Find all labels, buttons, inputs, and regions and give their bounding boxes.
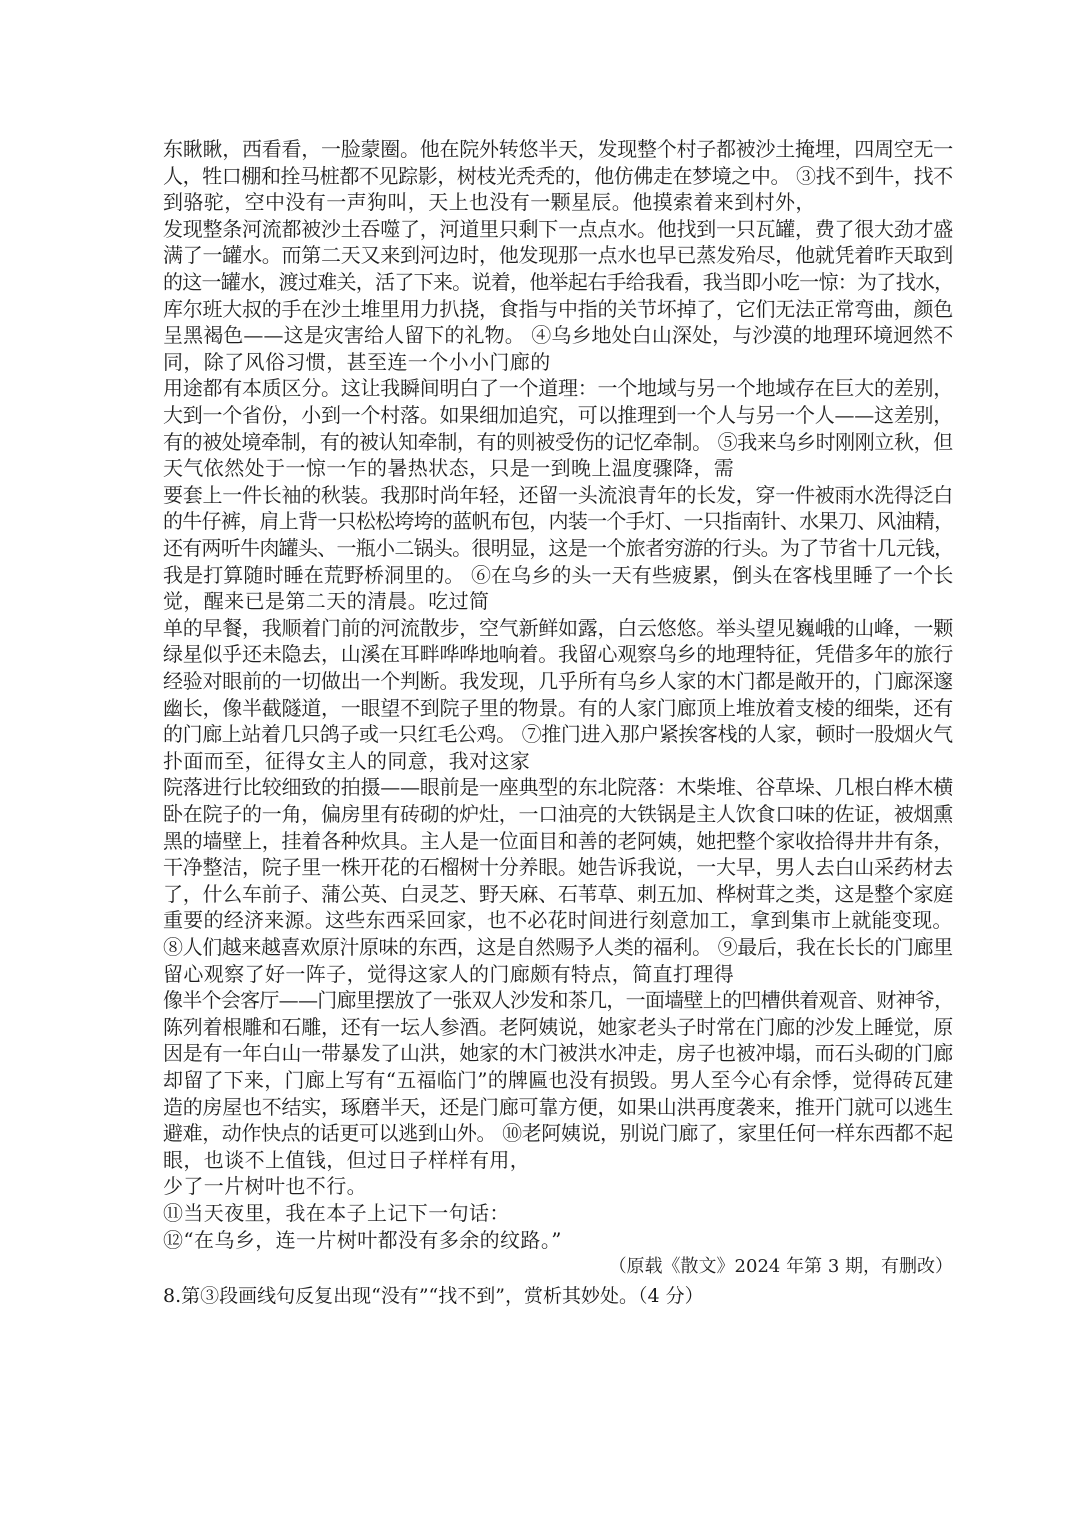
passage-line: 单的早餐，我顺着门前的河流散步，空气新鲜如露，白云悠悠。举头望见巍峨的山峰，一颗 <box>163 615 953 640</box>
passage-line: 重要的经济来源。这些东西采回家，也不必花时间进行刻意加工，拿到集市上就能变现。 <box>163 908 953 933</box>
passage-line: 用途都有本质区分。这让我瞬间明白了一个道理：一个地域与另一个地域存在巨大的差别， <box>163 376 953 401</box>
passage-line: 因是有一年白山一带暴发了山洪，她家的木门被洪水冲走，房子也被冲塌，而石头砌的门廊 <box>163 1041 953 1066</box>
passage-line: 院落进行比较细致的拍摄——眼前是一座典型的东北院落：木柴堆、谷草垛、几根白桦木横 <box>163 775 953 800</box>
passage-line: 干净整洁，院子里一株开花的石榴树十分养眼。她告诉我说，一大早，男人去白山采药材去 <box>163 855 953 880</box>
passage-line: 幽长，像半截隧道，一眼望不到院子里的物景。有的人家门廊顶上堆放着支棱的细柴，还有 <box>163 695 953 720</box>
passage-line: ⑫“在乌乡，连一片树叶都没有多余的纹路。” <box>163 1227 562 1252</box>
passage-line: 人，牲口棚和拴马桩都不见踪影，树枝光秃秃的，他仿佛走在梦境之中。 ③找不到牛，找不 <box>163 163 953 188</box>
passage-line: 东瞅瞅，西看看，一脸蒙圈。他在院外转悠半天，发现整个村子都被沙土掩埋，四周空无一 <box>163 137 953 161</box>
passage-line: 同，除了风俗习惯，甚至连一个小小门廊的 <box>163 349 551 374</box>
passage-line: 库尔班大叔的手在沙土堆里用力扒挠，食指与中指的关节坏掉了，它们无法正常弯曲，颜色 <box>163 296 953 321</box>
passage-line: 到骆驼，空中没有一声狗叫，天上也没有一颗星辰。他摸索着来到村外， <box>163 190 816 215</box>
passage-line: 经验对眼前的一切做出一个判断。我发现，几乎所有乌乡人家的木门都是敞开的，门廊深邃 <box>163 669 953 693</box>
passage-line: 呈黑褐色——这是灾害给人留下的礼物。 ④乌乡地处白山深处，与沙漠的地理环境迥然不 <box>163 323 954 348</box>
passage-line: ⑧人们越来越喜欢原汁原味的东西，这是自然赐予人类的福利。 ⑨最后，我在长长的门廊里 <box>163 935 953 959</box>
passage-line: 大到一个省份，小到一个村落。如果细加追究，可以推理到一个人与另一个人——这差别， <box>163 403 953 427</box>
passage-line: 绿星似乎还未隐去，山溪在耳畔哗哗地响着。我留心观察乌乡的地理特征，凭借多年的旅行 <box>163 642 953 667</box>
question-8: 8.第③段画线句反复出现“没有”“找不到”，赏析其妙处。（4 分） <box>163 1285 704 1308</box>
passage-line: 要套上一件长袖的秋装。我那时尚年轻，还留一头流浪青年的长发，穿一件被雨水洗得泛白 <box>163 482 953 507</box>
passage-line: 却留了下来，门廊上写有“五福临门”的牌匾也没有损毁。男人至今心有余悸，觉得砖瓦建 <box>163 1068 954 1092</box>
passage-line: 造的房屋也不结实，琢磨半天，还是门廊可靠方便，如果山洪再度袭来，推开门就可以逃生 <box>163 1094 953 1119</box>
passage-line: 觉，醒来已是第二天的清晨。吃过简 <box>163 589 490 614</box>
passage-line: 了，什么车前子、蒲公英、白灵芝、野天麻、石苇草、刺五加、桦树茸之类，这是整个家庭 <box>163 881 953 906</box>
passage-line: 发现整条河流都被沙土吞噬了，河道里只剩下一点点水。他找到一只瓦罐，费了很大劲才盛 <box>163 216 953 241</box>
passage-line: 我是打算随时睡在荒野桥洞里的。 ⑥在乌乡的头一天有些疲累，倒头在客栈里睡了一个长 <box>163 562 954 587</box>
passage-line: 像半个会客厅——门廊里摆放了一张双人沙发和茶几，一面墙壁上的凹槽供着观音、财神爷， <box>163 988 954 1013</box>
passage-line: 卧在院子的一角，偏房里有砖砌的炉灶，一口油亮的大铁锅是主人饮食口味的佐证，被烟熏 <box>163 802 953 826</box>
passage-line: 的门廊上站着几只鸽子或一只红毛公鸡。 ⑦推门进入那户紧挨客栈的人家，顿时一股烟火气 <box>163 722 953 747</box>
passage-line: 的牛仔裤，肩上背一只松松垮垮的蓝帆布包，内装一个手灯、一只指南针、水果刀、风油精， <box>163 509 954 534</box>
passage-line: 避难，动作快点的话更可以逃到山外。 ⑩老阿姨说，别说门廊了，家里任何一样东西都不起 <box>163 1121 953 1146</box>
passage-line: 还有两听牛肉罐头、一瓶小二锅头。很明显，这是一个旅者穷游的行头。为了节省十几元钱， <box>163 536 954 560</box>
source-citation: （原载《散文》2024 年第 3 期，有删改） <box>608 1256 953 1278</box>
passage-line: 陈列着根雕和石雕，还有一坛人参酒。老阿姨说，她家老头子时常在门廊的沙发上睡觉，原 <box>163 1014 953 1039</box>
passage-line: 扑面而至，征得女主人的同意，我对这家 <box>163 748 531 773</box>
passage-line: 黑的墙壁上，挂着各种炊具。主人是一位面目和善的老阿姨，她把整个家收拾得井井有条， <box>163 828 953 853</box>
passage-line: 的这一罐水，渡过难关，活了下来。说着，他举起右手给我看，我当即小吃一惊：为了找水， <box>163 270 954 294</box>
passage-line: 眼，也谈不上值钱，但过日子样样有用， <box>163 1147 531 1172</box>
passage-line: 满了一罐水。而第二天又来到河边时，他发现那一点水也早已蒸发殆尽，他就凭着昨天取到 <box>163 243 953 268</box>
passage-line: 有的被处境牵制，有的被认知牵制，有的则被受伤的记忆牵制。 ⑤我来乌乡时刚刚立秋，但 <box>163 429 953 454</box>
passage-line: 留心观察了好一阵子，觉得这家人的门廊颇有特点，简直打理得 <box>163 961 735 986</box>
passage-line: 天气依然处于一惊一乍的暑热状态，只是一到晚上温度骤降，需 <box>163 456 735 481</box>
passage-line: 少了一片树叶也不行。 <box>163 1174 367 1199</box>
passage-line: ⑪当天夜里，我在本子上记下一句话： <box>163 1201 510 1225</box>
